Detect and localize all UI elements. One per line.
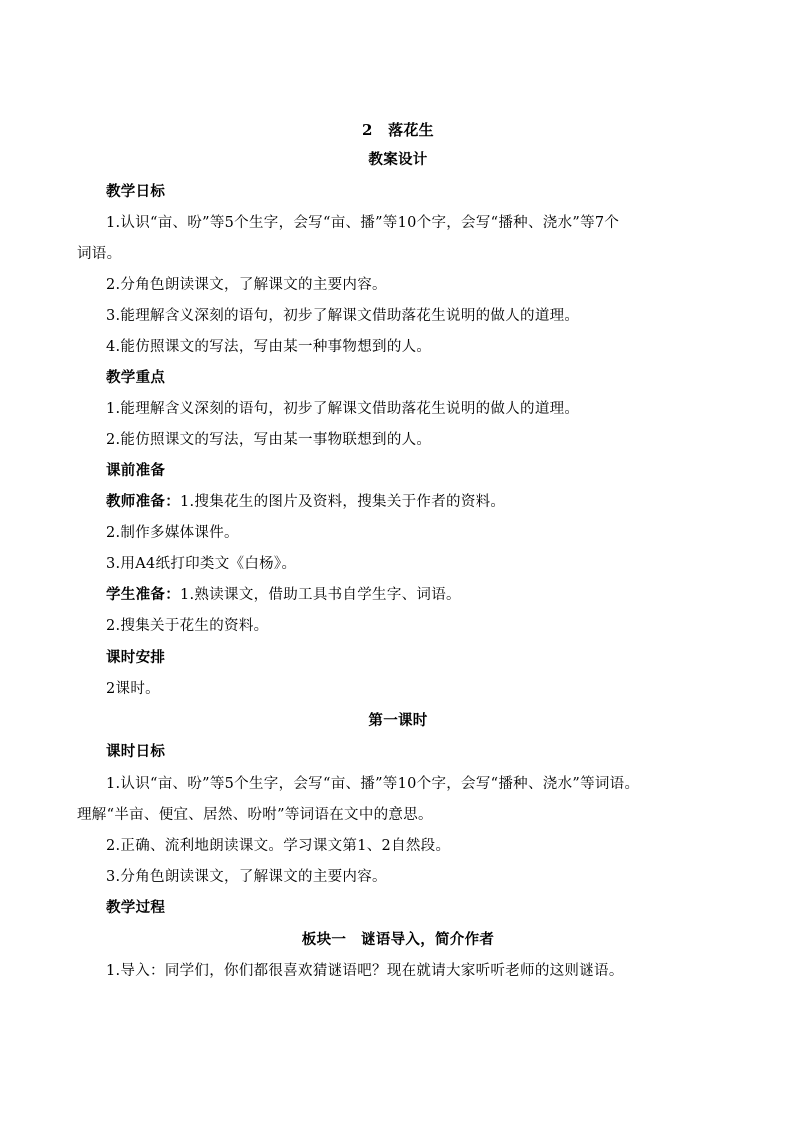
lesson-title: 2 落花生 — [362, 121, 434, 139]
key-points-heading: 教学重点 — [106, 369, 166, 386]
student-preparation — [106, 585, 719, 605]
student-preparation-item-1: 1.熟读课文，借助工具书自学生字、词语。 — [180, 587, 461, 603]
process-heading: 教学过程 — [106, 899, 166, 916]
lesson-objective-1-line-2: 理解“半亩、便宜、居然、吩咐”等词语在文中的意思。 — [77, 807, 433, 823]
schedule-text: 2课时。 — [106, 681, 160, 697]
student-preparation-item-2: 2.搜集关于花生的资料。 — [106, 618, 269, 634]
objective-1-line-2: 词语。 — [77, 246, 122, 262]
teacher-preparation-item-3: 3.用A4纸打印类文《白杨》。 — [106, 556, 297, 572]
lesson-objectives-heading: 课时日标 — [106, 743, 166, 760]
block-1-heading: 板块一 谜语导入，简介作者 — [301, 931, 495, 948]
teacher-preparation-item-1: 1.搜集花生的图片及资料，搜集关于作者的资料。 — [180, 494, 506, 510]
key-point-2: 2.能仿照课文的写法，写由某一事物联想到的人。 — [106, 432, 432, 448]
key-point-1: 1.能理解含义深刻的语句，初步了解课文借助落花生说明的做人的道理。 — [106, 401, 580, 417]
preparation-heading: 课前准备 — [106, 462, 166, 479]
document-subtitle: 教案设计 — [368, 151, 428, 168]
schedule-heading: 课时安排 — [106, 649, 166, 666]
student-preparation-label: 学生准备： — [106, 586, 180, 603]
objective-1-line-1: 1.认识“亩、吩”等5个生字，会写“亩、播”等10个字，会写“播种、浇水”等7个 — [106, 215, 620, 231]
objectives-heading: 教学日标 — [106, 183, 166, 200]
objective-4: 4.能仿照课文的写法，写由某一种事物想到的人。 — [106, 339, 432, 355]
objective-3: 3.能理解含义深刻的语句，初步了解课文借助落花生说明的做人的道理。 — [106, 308, 580, 324]
step-1-intro: 1.导入：同学们，你们都很喜欢猜谜语吧？现在就请大家听听老师的这则谜语。 — [106, 963, 624, 979]
lesson-objective-2: 2.正确、流利地朗读课文。学习课文第1、2自然段。 — [106, 838, 451, 854]
teacher-preparation-item-2: 2.制作多媒体课件。 — [106, 525, 239, 541]
teacher-preparation-label: 教师准备： — [106, 493, 180, 510]
lesson-objective-1-line-1: 1.认识“亩、吩”等5个生字，会写“亩、播”等10个字，会写“播种、浇水”等词语。 — [106, 776, 640, 792]
objective-2: 2.分角色朗读课文，了解课文的主要内容。 — [106, 277, 387, 293]
teacher-preparation — [106, 492, 719, 512]
lesson-1-heading: 第一课时 — [368, 712, 428, 729]
lesson-objective-3: 3.分角色朗读课文，了解课文的主要内容。 — [106, 869, 387, 885]
